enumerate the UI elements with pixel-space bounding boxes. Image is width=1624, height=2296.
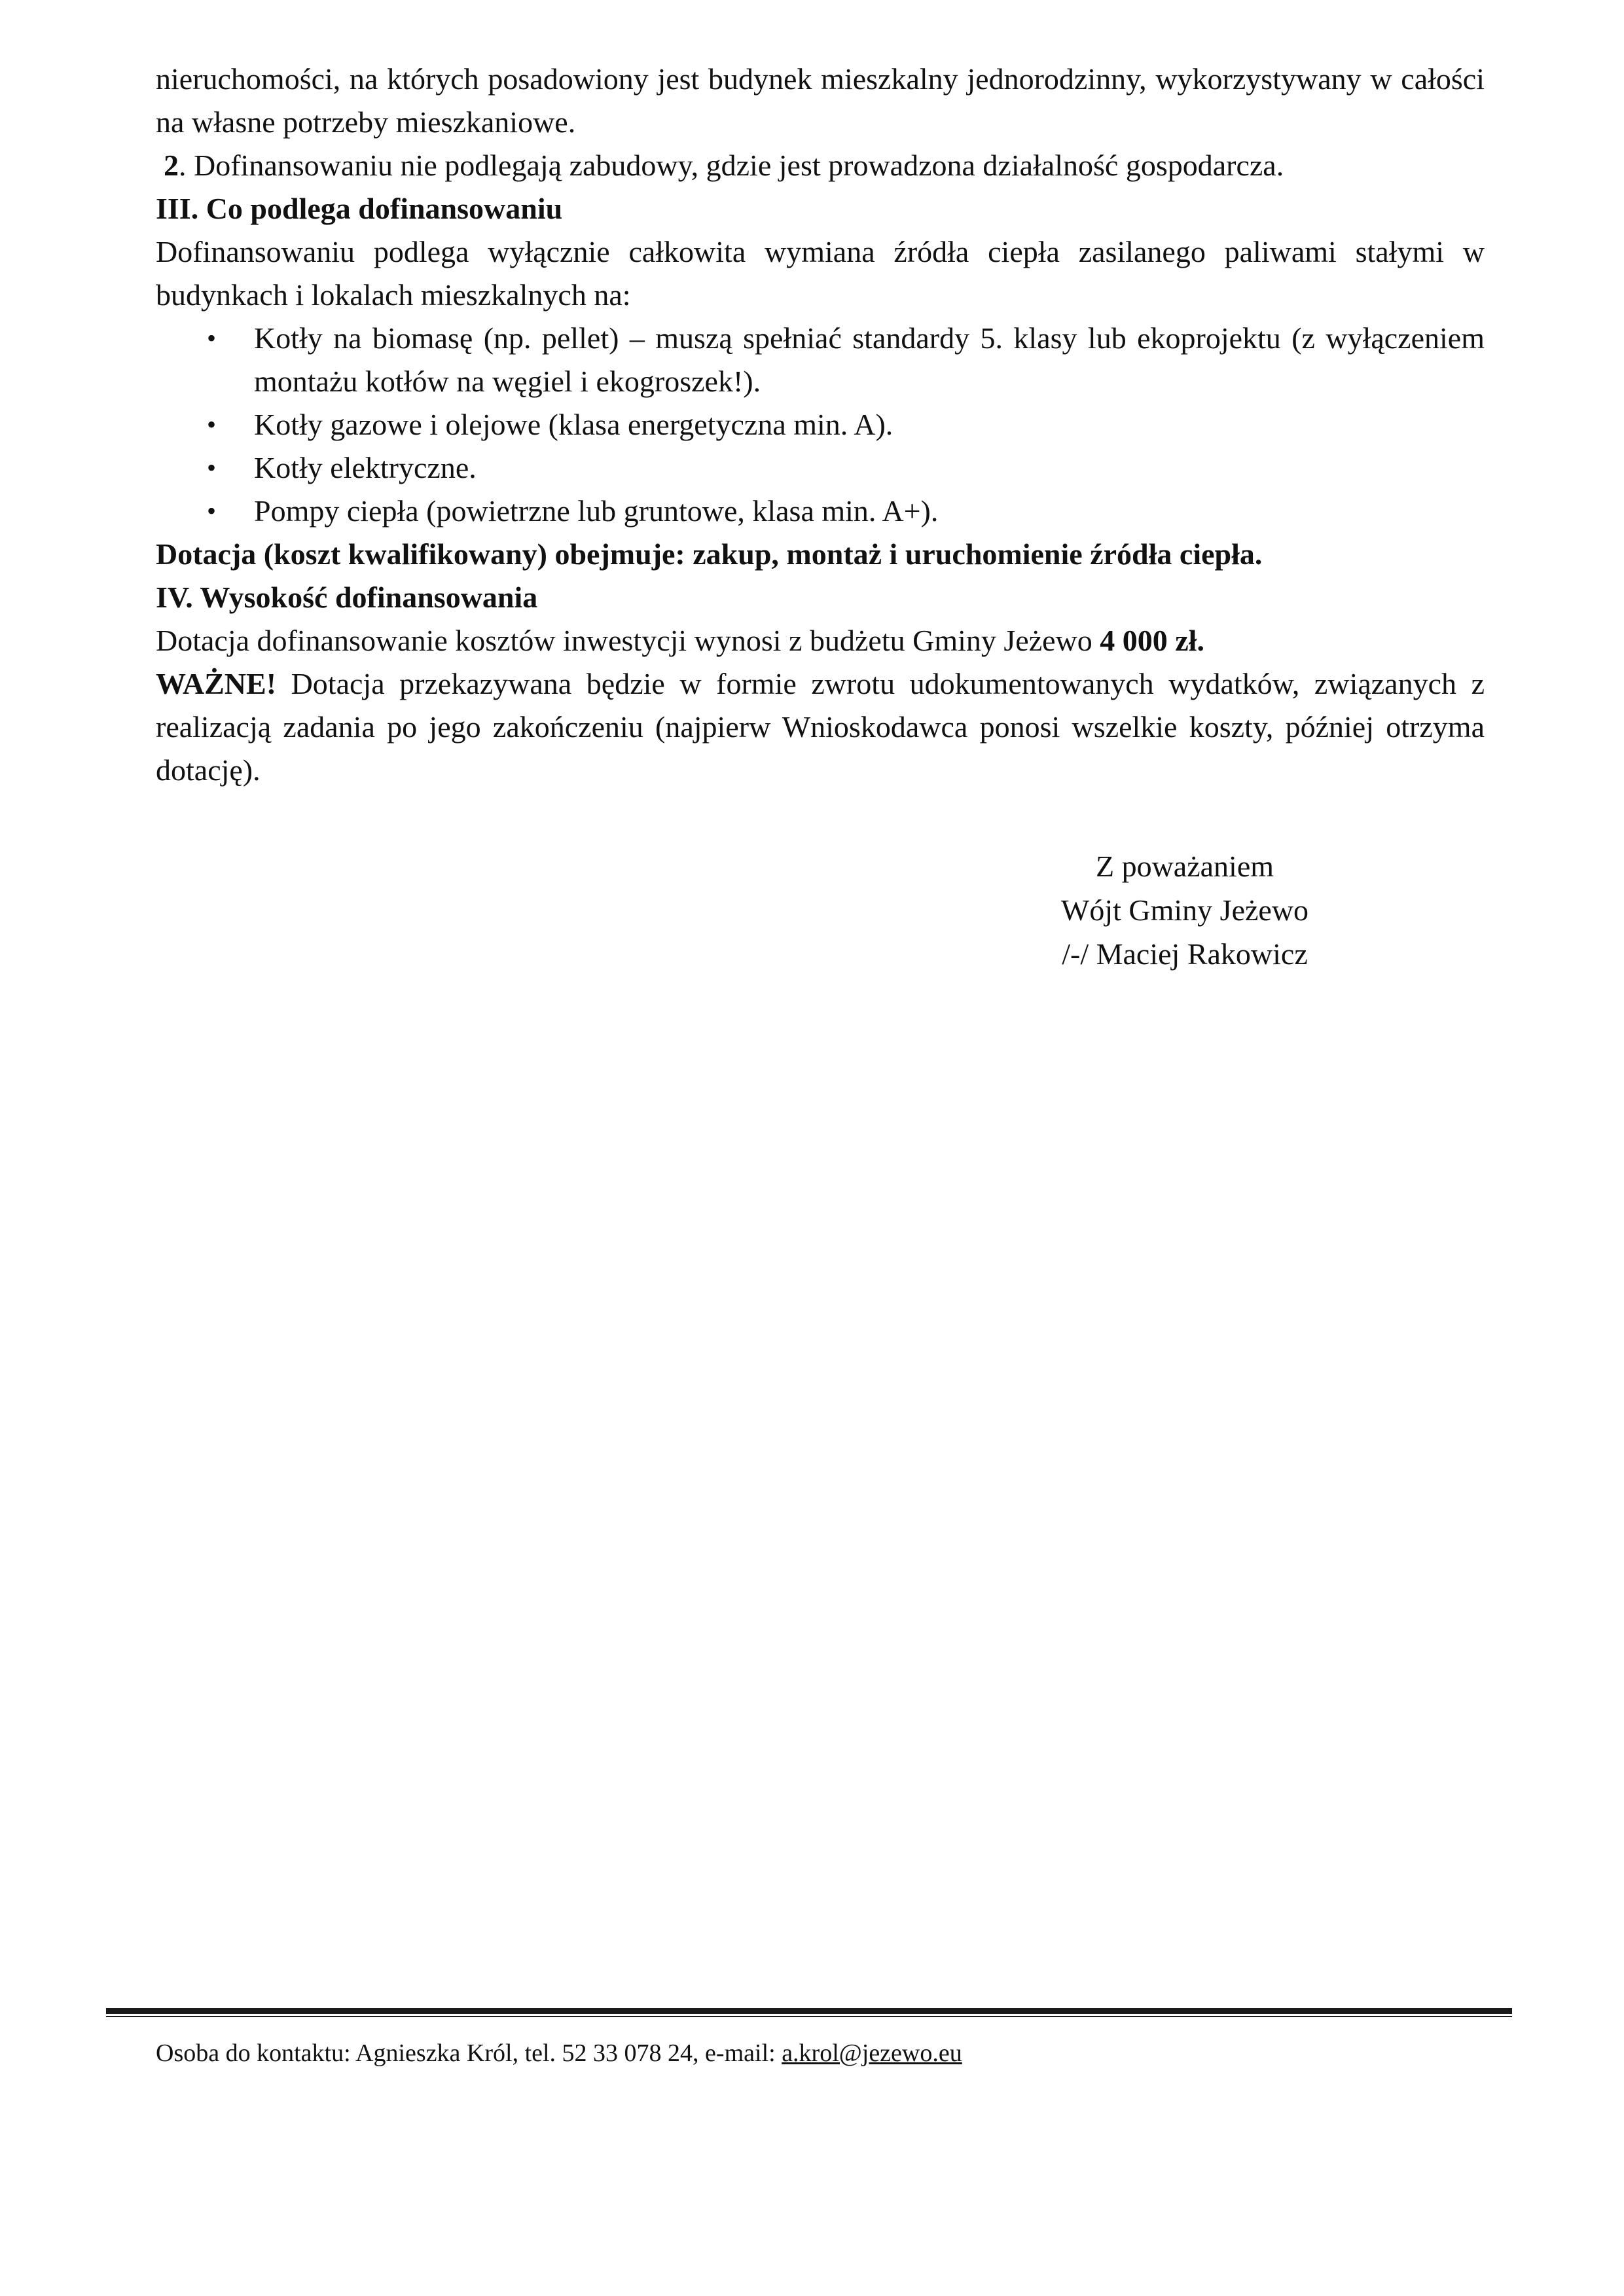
section-4-body: Dotacja dofinansowanie kosztów inwestycji wynosi z budżetu Gminy Jeżewo — [156, 624, 1100, 657]
footer-contact — [156, 2037, 962, 2070]
footer-divider-thin — [106, 2016, 1512, 2017]
signature-name: /-/ Maciej Rakowicz — [1062, 937, 1308, 971]
list-item-text: Kotły gazowe i olejowe (klasa energetyczna min. A). — [254, 408, 893, 441]
paragraph-continuation: nieruchomości, na których posadowiony jest budynek mieszkalny jednorodzinny, wykorzystywany w całości na własne potrzeby mieszkaniowe. — [156, 62, 1485, 139]
section-4-heading: IV. Wysokość dofinansowania — [156, 581, 538, 614]
grant-amount: 4 000 zł. — [1100, 624, 1204, 657]
heat-source-list — [156, 317, 1485, 533]
footer-contact-text: Osoba do kontaktu: Agnieszka Król, tel. 52 33 078 24, e-mail: — [156, 2039, 782, 2067]
bullet-icon: • — [207, 323, 217, 353]
point-2 — [156, 144, 1485, 187]
list-item — [156, 446, 1485, 490]
document-body — [156, 58, 1485, 792]
section-4-text — [156, 619, 1485, 662]
important-note — [156, 662, 1485, 792]
list-item — [156, 317, 1485, 403]
footer-divider — [106, 2008, 1512, 2014]
point-2-text: . Dofinansowaniu nie podlegają zabudowy, gdzie jest prowadzona działalność gospodarcza. — [179, 149, 1284, 182]
important-text: Dotacja przekazywana będzie w formie zwrotu udokumentowanych wydatków, związanych z realizacją zadania po jego zakończeniu (najpierw Wnioskodawca ponosi wszelkie koszty, później otrzyma dotację). — [156, 667, 1485, 787]
bullet-icon: • — [207, 496, 217, 526]
point-2-number: 2 — [164, 149, 179, 182]
section-3-heading: III. Co podlega dofinansowaniu — [156, 192, 563, 225]
bullet-icon: • — [207, 410, 217, 439]
important-label: WAŻNE! — [156, 667, 277, 700]
list-item-text: Kotły na biomasę (np. pellet) – muszą spełniać standardy 5. klasy lub ekoprojektu (z wyłączeniem montażu kotłów na węgiel i ekogroszek!). — [254, 321, 1485, 398]
signature-block — [1021, 844, 1348, 976]
list-item-text: Kotły elektryczne. — [254, 451, 477, 484]
list-item — [156, 403, 1485, 446]
signature-role: Wójt Gminy Jeżewo — [1060, 893, 1309, 927]
list-item — [156, 490, 1485, 533]
list-item-text: Pompy ciepła (powietrzne lub gruntowe, klasa min. A+). — [254, 494, 939, 528]
footer-email-link[interactable]: a.krol@jezewo.eu — [782, 2039, 962, 2067]
qualified-cost-note: Dotacja (koszt kwalifikowany) obejmuje: zakup, montaż i uruchomienie źródła ciepła. — [156, 537, 1263, 571]
signature-closing: Z poważaniem — [1095, 850, 1274, 883]
section-3-intro: Dofinansowaniu podlega wyłącznie całkowita wymiana źródła ciepła zasilanego paliwami stałymi w budynkach i lokalach mieszkalnych na: — [156, 235, 1485, 312]
bullet-icon: • — [207, 453, 217, 482]
